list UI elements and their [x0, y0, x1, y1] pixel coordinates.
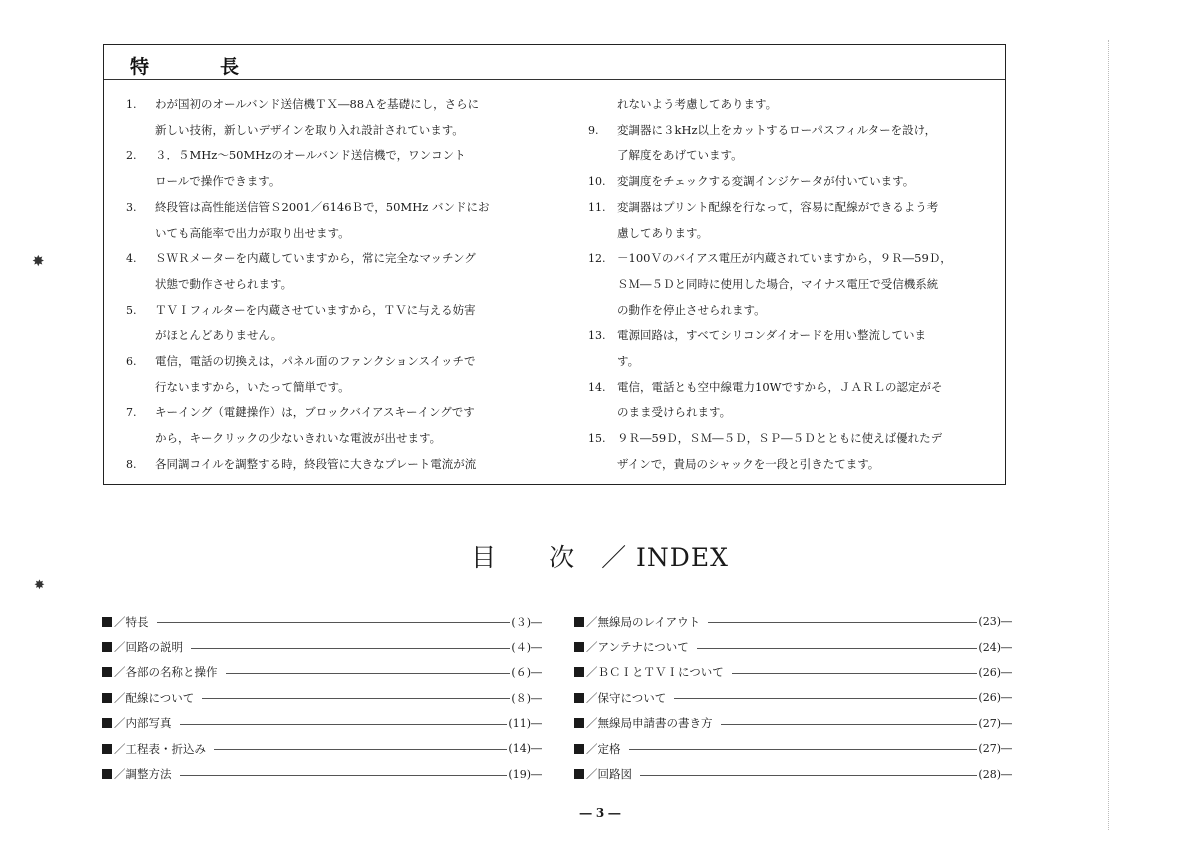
toc-entry[interactable] [102, 609, 542, 634]
toc-entry-label: ／アンテナについて [586, 640, 689, 655]
toc-entry-page: (４)― [511, 641, 542, 655]
square-bullet-icon [574, 693, 584, 703]
feature-item-line: ザインで，貴局のシャックを一段と引きたてます。 [617, 456, 880, 471]
toc-entry-page: (19)― [508, 767, 542, 781]
feature-item-line: 新しい技術，新しいデザインを取り入れ設計されています。 [155, 122, 464, 137]
feature-item-line: 変調器に３kHz以上をカットするローパスフィルターを設け， [617, 122, 937, 137]
feature-item-line: 状態で動作させられます。 [155, 276, 293, 291]
square-bullet-icon [574, 617, 584, 627]
feature-item-line: ＳＭ―５Ｄと同時に使用した場合，マイナス電圧で受信機系統 [617, 276, 939, 291]
toc-entry-page: (６)― [511, 666, 542, 680]
square-bullet-icon [102, 642, 112, 652]
feature-item-line: 電信，電話の切換えは，パネル面のファンクションスイッチで [155, 354, 476, 369]
feature-item-line: 慮してあります。 [617, 225, 709, 240]
toc-entry-page: (26)― [978, 691, 1012, 705]
square-bullet-icon [574, 642, 584, 652]
page-number: ― 3 ― [579, 806, 621, 820]
feature-item-line: 各同調コイルを調整する時，終段管に大きなプレート電流が流 [155, 456, 477, 471]
feature-item-number: 14. [588, 380, 606, 394]
feature-item-line: いても高能率で出力が取り出せます。 [155, 225, 350, 240]
toc-entry[interactable] [574, 609, 1012, 634]
feature-item-number: 3. [126, 200, 137, 214]
toc-entry-page: (24)― [978, 640, 1012, 654]
feature-item-number: 12. [588, 252, 606, 266]
feature-item-line: －100Ｖのバイアス電圧が内蔵されていますから，９Ｒ―59Ｄ， [617, 251, 952, 266]
toc-leader-line [180, 775, 508, 776]
features-right-column [588, 92, 988, 478]
feature-item-line: 電信，電話とも空中線電力10Wですから，ＪＡＲＬの認定がそ [617, 379, 943, 394]
toc-entry-label: ／特長 [114, 614, 149, 629]
toc-entry[interactable] [574, 761, 1012, 786]
toc-leader-line [202, 698, 510, 699]
toc-entry-label: ／ＢＣＩとＴＶＩについて [586, 665, 724, 680]
feature-item [126, 195, 531, 246]
toc-entry-label: ／無線局のレイアウト [586, 614, 701, 629]
feature-item [588, 375, 988, 426]
feature-item-number: 5. [126, 303, 137, 317]
toc-entry-label: ／保守について [586, 690, 667, 705]
toc-left-column [102, 609, 542, 787]
feature-item [588, 323, 988, 374]
feature-item-line: ９Ｒ―59Ｄ，ＳＭ―５Ｄ，ＳＰ―５Ｄとともに使えば優れたデ [617, 431, 943, 446]
feature-item-line: 終段管は高性能送信管Ｓ2001／6146Ｂで，50MHz バンドにお [155, 199, 490, 214]
toc-entry-page: (３)― [511, 615, 542, 629]
feature-item-line: がほとんどありません。 [155, 328, 283, 343]
feature-item [588, 246, 988, 323]
toc-entry[interactable] [102, 761, 542, 786]
toc-leader-line [191, 648, 510, 649]
feature-item [588, 426, 988, 477]
feature-item-number: 13. [588, 329, 606, 343]
feature-item [126, 400, 531, 451]
square-bullet-icon [102, 693, 112, 703]
toc-entry-label: ／内部写真 [114, 716, 172, 731]
features-left-column [126, 92, 531, 478]
toc-entry-page: (26)― [978, 665, 1012, 679]
feature-item-number: 11. [588, 200, 606, 214]
square-bullet-icon [574, 769, 584, 779]
toc-entry[interactable] [102, 736, 542, 761]
toc-leader-line [180, 724, 508, 725]
feature-item-line: ３．５MHz～50MHzのオールバンド送信機で，ワンコント [155, 148, 466, 163]
toc-entry-page: (23)― [978, 615, 1012, 629]
toc-leader-line [708, 622, 977, 623]
toc-entry-label: ／調整方法 [114, 767, 172, 782]
square-bullet-icon [102, 667, 112, 677]
toc-leader-line [721, 724, 978, 725]
toc-entry-page: (28)― [978, 767, 1012, 781]
toc-entry-page: (27)― [978, 716, 1012, 730]
feature-item [588, 118, 988, 169]
toc-entry-label: ／工程表・折込み [114, 741, 206, 756]
toc-entry-label: ／回路図 [586, 767, 632, 782]
feature-item-line: の動作を停止させられます。 [617, 302, 766, 317]
feature-item [126, 92, 531, 143]
feature-item-line: ロールで操作できます。 [155, 174, 281, 189]
feature-item [126, 298, 531, 349]
features-section [103, 44, 1006, 485]
page-edge-line [1108, 40, 1109, 830]
feature-item [588, 195, 988, 246]
toc-entry-label: ／定格 [586, 741, 621, 756]
toc-entry[interactable] [102, 685, 542, 710]
feature-item [126, 349, 531, 400]
square-bullet-icon [574, 718, 584, 728]
square-bullet-icon [574, 744, 584, 754]
feature-item-line: 行ないますから，いたって簡単です。 [155, 379, 350, 394]
toc-right-column [574, 609, 1012, 787]
feature-item [126, 246, 531, 297]
toc-entry-page: (８)― [511, 691, 542, 705]
toc-leader-line [214, 749, 507, 750]
feature-item [126, 452, 531, 478]
feature-item-number: 10. [588, 175, 606, 189]
square-bullet-icon [102, 718, 112, 728]
toc-leader-line [732, 673, 978, 674]
feature-item-line: 変調度をチェックする変調インジケータが付いています。 [617, 174, 915, 189]
toc-entry[interactable] [574, 660, 1012, 685]
toc-leader-line [157, 622, 511, 623]
toc-entry[interactable] [102, 660, 542, 685]
title-rule [104, 79, 1005, 80]
feature-item-line: 変調器はプリント配線を行なって，容易に配線ができるよう考 [617, 199, 939, 214]
toc-leader-line [629, 749, 978, 750]
feature-item-line: 電源回路は，すべてシリコンダイオードを用い整流していま [617, 328, 927, 343]
toc-leader-line [674, 698, 977, 699]
square-bullet-icon [574, 667, 584, 677]
square-bullet-icon [102, 744, 112, 754]
toc-entry-page: (14)― [508, 742, 542, 756]
toc-entry-page: (27)― [978, 742, 1012, 756]
index-title: 目 次 ／ INDEX [471, 543, 729, 572]
toc-entry[interactable] [574, 685, 1012, 710]
feature-item-number: 4. [126, 252, 137, 266]
feature-item-line: キーイング（電鍵操作）は，ブロックバイアスキーイングです [155, 405, 475, 420]
feature-item-8-continuation: れないよう考慮してあります。 [617, 97, 778, 111]
feature-item-line: す。 [617, 354, 640, 369]
feature-item-number: 2. [126, 149, 137, 163]
feature-item-number: 15. [588, 432, 606, 446]
toc-entry[interactable] [574, 711, 1012, 736]
feature-item-line: わが国初のオールバンド送信機ＴＸ―88Ａを基礎にし，さらに [155, 97, 480, 111]
toc-entry-label: ／各部の名称と操作 [114, 665, 218, 680]
toc-entry[interactable] [102, 711, 542, 736]
feature-item-line: ＳＷＲメーターを内蔵していますから，常に完全なマッチング [155, 251, 476, 266]
toc-entry-label: ／無線局申請書の書き方 [586, 716, 713, 731]
feature-item-number: 7. [126, 406, 137, 420]
feature-item [126, 143, 531, 194]
scan-speck-bottom: ✸ [34, 578, 45, 593]
toc-entry[interactable] [574, 736, 1012, 761]
square-bullet-icon [102, 769, 112, 779]
square-bullet-icon [102, 617, 112, 627]
feature-item-number: 8. [126, 457, 137, 471]
toc-leader-line [226, 673, 511, 674]
feature-item-line: から，キークリックの少ないきれいな電波が出せます。 [155, 431, 442, 446]
toc-leader-line [697, 648, 978, 649]
toc-entry-label: ／配線について [114, 690, 195, 705]
feature-item-line: 了解度をあげています。 [617, 148, 743, 163]
feature-item-line: ＴＶＩフィルターを内蔵させていますから，ＴＶに与える妨害 [155, 302, 476, 317]
feature-item [588, 169, 988, 195]
toc-entry[interactable] [574, 634, 1012, 659]
scan-speck-top: ✸ [32, 252, 45, 270]
feature-item-number: 9. [588, 123, 599, 137]
feature-item-line: のまま受けられます。 [617, 405, 732, 420]
toc-entry[interactable] [102, 634, 542, 659]
feature-item-number: 1. [126, 98, 137, 111]
feature-item-number: 6. [126, 355, 137, 369]
toc-entry-label: ／回路の説明 [114, 640, 183, 655]
features-title: 特 長 [130, 56, 266, 78]
toc-leader-line [640, 775, 977, 776]
toc-entry-page: (11)― [508, 716, 542, 730]
